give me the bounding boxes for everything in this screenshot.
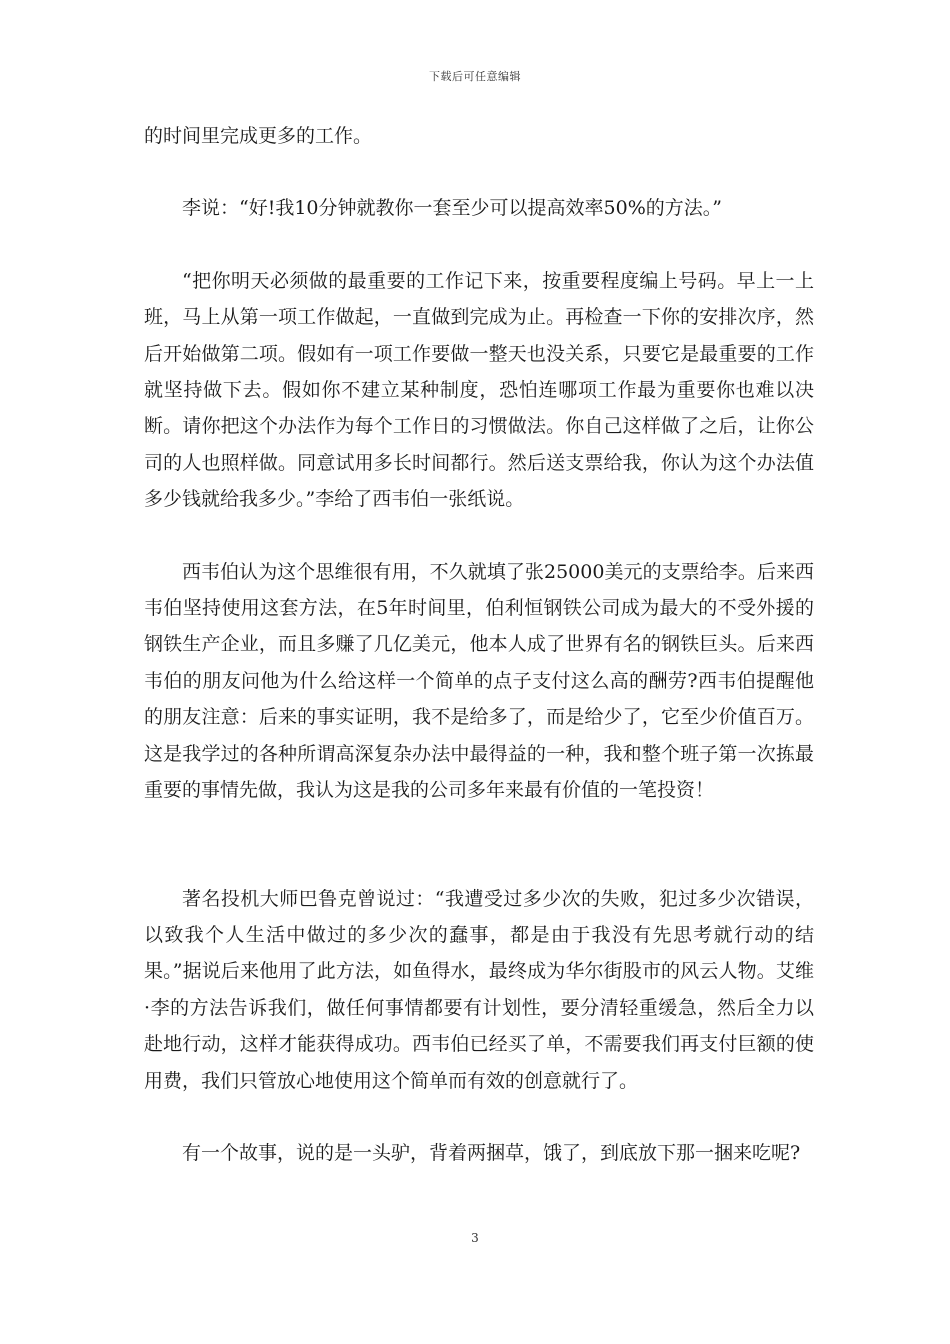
page-header: 下载后可任意编辑: [429, 70, 521, 83]
paragraph-baruch: 著名投机大师巴鲁克曾说过：“我遭受过多少次的失败，犯过多少次错误，以致我个人生活中做过的多少次的蠢事，都是由于我没有先思考就行动的结果。”据说后来他用了此方法，如鱼得水，最终成为华尔街股市的风云人物。艾维·李的方法告诉我们，做任何事情都要有计划性，要分清轻重缓急，然后全力以赴地行动，这样才能获得成功。西韦伯已经买了单，不需要我们再支付巨额的使用费，我们只管放心地使用这个简单而有效的创意就行了。: [144, 887, 814, 1092]
paragraph-donkey-story: 有一个故事，说的是一头驴，背着两捆草，饿了，到底放下那一捆来吃呢?: [182, 1141, 801, 1164]
paragraph-schwab: 西韦伯认为这个思维很有用，不久就填了张25000美元的支票给李。后来西韦伯坚持使用这套方法，在5年时间里，伯利恒钢铁公司成为最大的不受外援的钢铁生产企业，而且多赚了几亿美元，他本人成了世界有名的钢铁巨头。后来西韦伯的朋友问他为什么给这样一个简单的点子支付这么高的酬劳?西韦伯提醒他的朋友注意：后来的事实证明，我不是给多了，而是给少了，它至少价值百万。这是我学过的各种所谓高深复杂办法中最得益的一种，我和整个班子第一次拣最重要的事情先做，我认为这是我的公司多年来最有价值的一笔投资！: [144, 560, 814, 802]
document-body: [144, 118, 814, 1171]
paragraph-method: “把你明天必须做的最重要的工作记下来，按重要程度编上号码。早上一上班，马上从第一项工作做起，一直做到完成为止。再检查一下你的安排次序，然后开始做第二项。假如有一项工作要做一整天也没关系，只要它是最重要的工作就坚持做下去。假如你不建立某种制度，恐怕连哪项工作最为重要你也难以决断。请你把这个办法作为每个工作日的习惯做法。你自己这样做了之后，让你公司的人也照样做。同意试用多长时间都行。然后送支票给我，你认为这个办法值多少钱就给我多少。”李给了西韦伯一张纸说。: [144, 269, 814, 511]
paragraph-continuation: 的时间里完成更多的工作。: [144, 125, 373, 147]
paragraph-li-quote: 李说：“好!我10分钟就教你一套至少可以提高效率50%的方法。”: [182, 197, 722, 220]
page-number: 3: [471, 1231, 479, 1245]
